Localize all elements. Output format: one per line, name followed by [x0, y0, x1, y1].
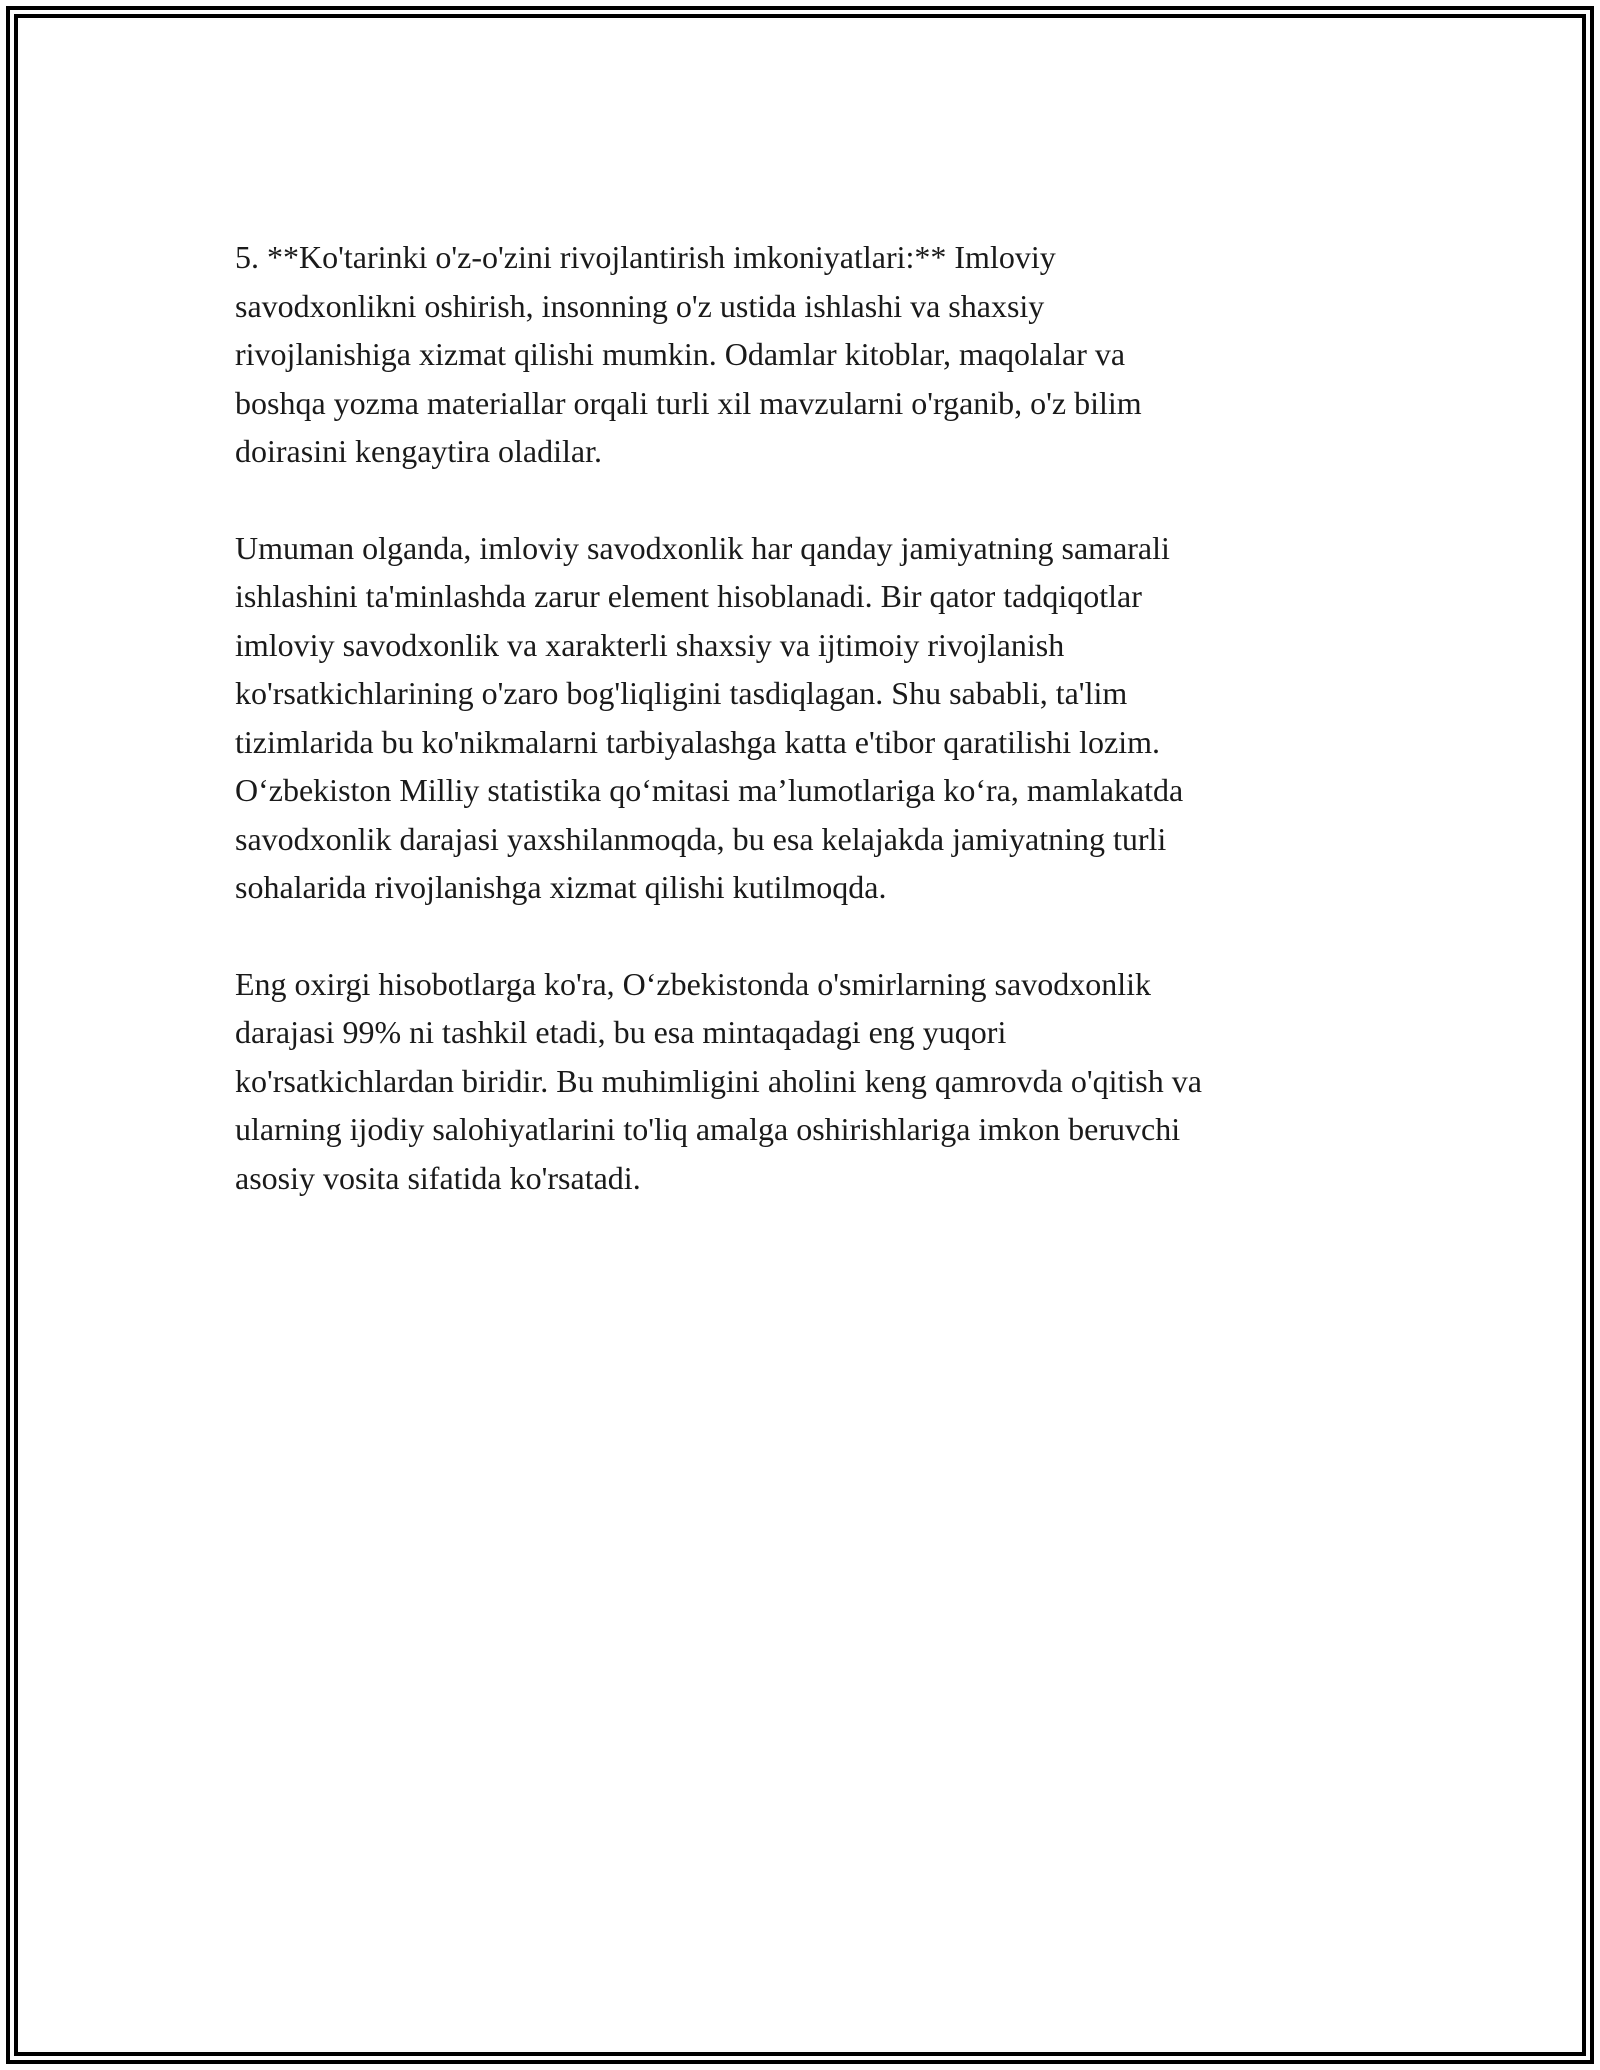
paragraph-statistics: Eng oxirgi hisobotlarga ko'ra, O‘zbekistonda o'smirlarning savodxonlik darajasi 99% ni tashkil etadi, bu esa mintaqadagi eng yuqori ko'rsatkichlardan biridir. Bu muhimligini aholini keng qamrovda o'qitish va ularning ijodiy salohiyatlarini to'liq amalga oshirishlariga imkon beruvchi asosiy vosita sifatida ko'rsatadi. [235, 965, 1202, 1196]
paragraph-self-development: 5. **Ko'tarinki o'z-o'zini rivojlantirish imkoniyatlari:** Imloviy savodxonlikni oshirish, insonning o'z ustida ishlashi va shaxsiy rivojlanishiga xizmat qilishi mumkin. Odamlar kitoblar, maqolalar va boshqa yozma materiallar orqali turli xil mavzularni o'rganib, o'z bilim doirasini kengaytira oladilar. [235, 239, 1142, 469]
document-body [235, 233, 1375, 1250]
paragraph-summary: Umuman olganda, imloviy savodxonlik har qanday jamiyatning samarali ishlashini ta'minlashda zarur element hisoblanadi. Bir qator tadqiqotlar imloviy savodxonlik va xarakterli shaxsiy va ijtimoiy rivojlanish ko'rsatkichlarining o'zaro bog'liqligini tasdiqlagan. Shu sababli, ta'lim tizimlarida bu ko'nikmalarni tarbiyalashga katta e'tibor qaratilishi lozim. O‘zbekiston Milliy statistika qo‘mitasi ma’lumotlariga ko‘ra, mamlakatda savodxonlik darajasi yaxshilanmoqda, bu esa kelajakda jamiyatning turli sohalarida rivojlanishga xizmat qilishi kutilmoqda. [235, 529, 1184, 905]
